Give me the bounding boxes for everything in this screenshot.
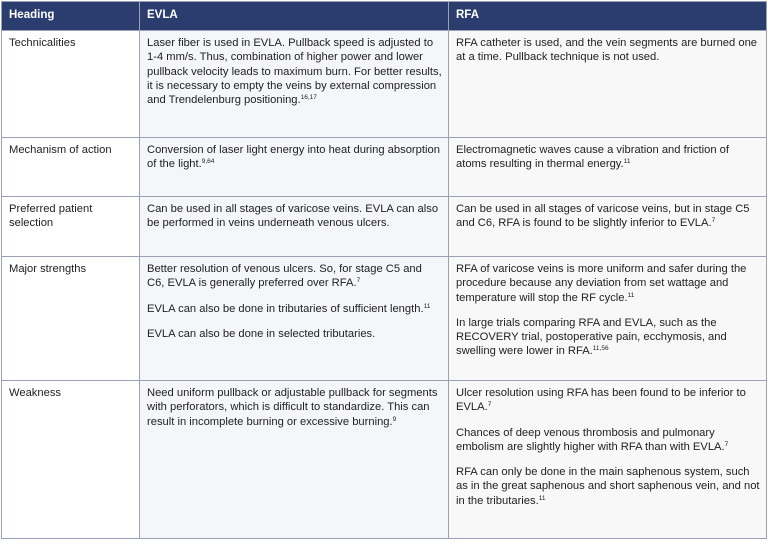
paragraph-text: Chances of deep venous thrombosis and pulmonary embolism are slightly higher with RFA than with EVLA. [456, 426, 725, 453]
paragraph-text: Can be used in all stages of varicose veins. EVLA can also be performed in veins underneath venous ulcers. [147, 203, 439, 230]
paragraph-text: RFA of varicose veins is more uniform and safer during the procedure because any deviation from set wattage and temperature will stop the RF cycle. [456, 263, 747, 304]
citation-ref: 11 [627, 291, 635, 299]
cell-paragraph [147, 262, 442, 291]
citation-ref: 11 [538, 494, 546, 502]
paragraph-text: EVLA can also be done in tributaries of sufficient length. [147, 302, 424, 315]
cell-paragraph [147, 143, 442, 172]
evla-cell [140, 31, 449, 138]
cell-paragraph [147, 302, 442, 316]
row-heading: Major strengths [2, 257, 140, 381]
row-heading: Mechanism of action [2, 138, 140, 197]
header-evla: EVLA [140, 2, 449, 31]
cell-paragraph [147, 36, 442, 107]
rfa-cell [449, 381, 767, 539]
header-rfa: RFA [449, 2, 767, 31]
table-row [2, 31, 767, 138]
evla-cell [140, 197, 449, 257]
evla-cell [140, 138, 449, 197]
row-heading: Weakness [2, 381, 140, 539]
cell-paragraph [456, 316, 760, 359]
citation-ref: 16,17 [300, 94, 317, 102]
table-row [2, 197, 767, 257]
paragraph-text: Need uniform pullback or adjustable pullback for segments with perforators, which is difficult to standardize. This can result in incomplete burning or excessive burning. [147, 387, 438, 428]
cell-paragraph [147, 327, 442, 341]
cell-paragraph [456, 202, 760, 231]
cell-paragraph [456, 36, 760, 65]
evla-cell [140, 381, 449, 539]
cell-paragraph [456, 386, 760, 415]
citation-ref: 7 [724, 440, 729, 448]
cell-paragraph [456, 143, 760, 172]
cell-paragraph [147, 386, 442, 429]
rfa-cell [449, 197, 767, 257]
evla-cell [140, 257, 449, 381]
paragraph-text: RFA can only be done in the main saphenous system, such as in the great saphenous and short saphenous vein, and not in the tributaries. [456, 466, 760, 507]
citation-ref: 11 [423, 302, 431, 310]
cell-paragraph [147, 202, 442, 231]
citation-ref: 9 [392, 415, 397, 423]
comparison-table [1, 1, 767, 539]
citation-ref: 7 [356, 277, 361, 285]
paragraph-text: In large trials comparing RFA and EVLA, such as the RECOVERY trial, postoperative pain, ecchymosis, and swelling were lower in RFA. [456, 316, 727, 358]
rfa-cell [449, 31, 767, 138]
paragraph-text: RFA catheter is used, and the vein segments are burned one at a time. Pullback technique is not used. [456, 37, 758, 64]
cell-paragraph [456, 262, 760, 305]
paragraph-text: Better resolution of venous ulcers. So, for stage C5 and C6, EVLA is generally preferred over RFA. [147, 263, 422, 290]
paragraph-text: Conversion of laser light energy into heat during absorption of the light. [147, 144, 440, 171]
citation-ref: 11,56 [592, 345, 609, 353]
citation-ref: 7 [487, 401, 492, 409]
paragraph-text: Can be used in all stages of varicose veins, but in stage C5 and C6, RFA is found to be slightly inferior to EVLA. [456, 203, 750, 230]
paragraph-text: EVLA can also be done in selected tributaries. [147, 327, 376, 340]
cell-paragraph [456, 465, 760, 508]
citation-ref: 7 [711, 217, 716, 225]
rfa-cell [449, 138, 767, 197]
paragraph-text: Electromagnetic waves cause a vibration and friction of atoms resulting in thermal energy. [456, 144, 729, 171]
rfa-cell [449, 257, 767, 381]
citation-ref: 9,64 [201, 158, 215, 166]
paragraph-text: Ulcer resolution using RFA has been found to be inferior to EVLA. [456, 387, 746, 414]
table-row [2, 138, 767, 197]
row-heading: Technicalities [2, 31, 140, 138]
cell-paragraph [456, 426, 760, 455]
row-heading: Preferred patient selection [2, 197, 140, 257]
header-heading: Heading [2, 2, 140, 31]
table-row [2, 381, 767, 539]
paragraph-text: Laser fiber is used in EVLA. Pullback speed is adjusted to 1-4 mm/s. Thus, combination of higher power and lower pullback velocity leads to maximum burn. For better results, it is necessary to empty the veins by external compression and Trendelenburg positioning. [147, 37, 442, 107]
header-row [2, 2, 767, 31]
citation-ref: 11 [623, 158, 631, 166]
table-row [2, 257, 767, 381]
